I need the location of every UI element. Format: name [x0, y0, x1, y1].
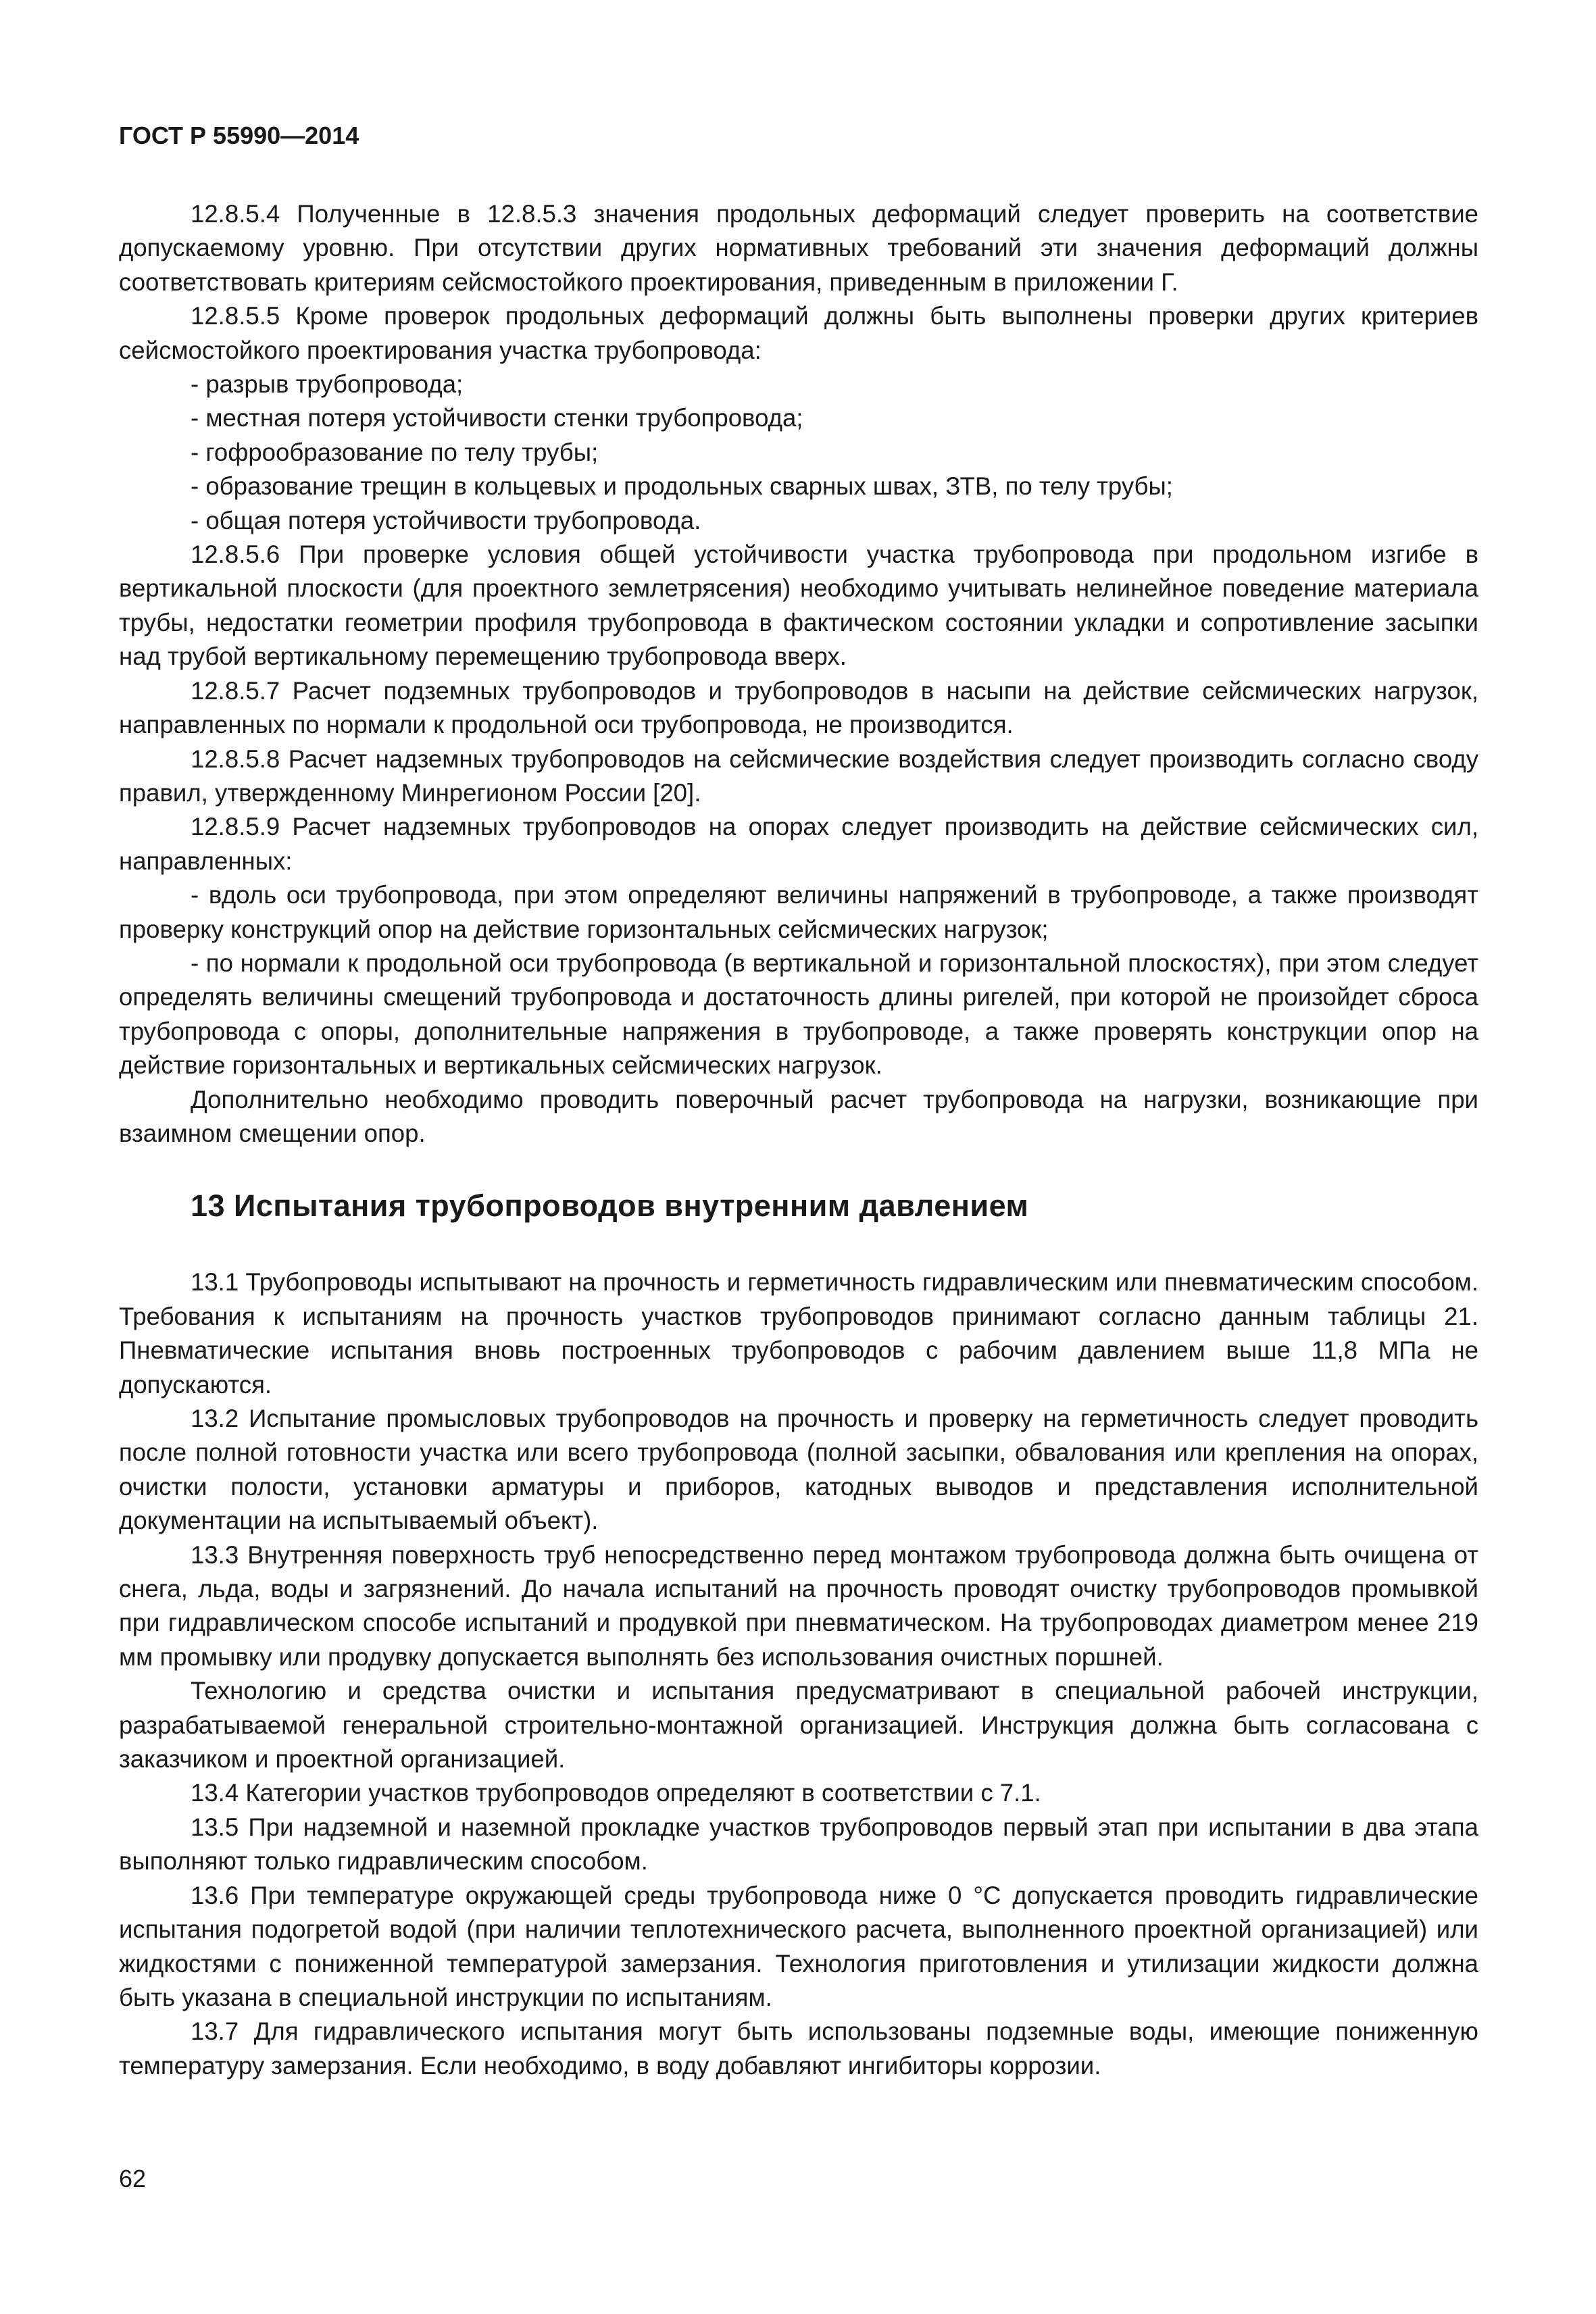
paragraph-13-4: 13.4 Категории участков трубопроводов определяют в соответствии с 7.1.	[191, 1779, 1041, 1807]
list-item: - вдоль оси трубопровода, при этом определяют величины напряжений в трубопроводе, а также производят проверку конструкций опор на действие горизонтальных сейсмических нагрузок;	[119, 881, 1478, 943]
list-item: - местная потеря устойчивости стенки трубопровода;	[191, 404, 803, 432]
list-item: - общая потеря устойчивости трубопровода.	[191, 506, 701, 534]
list-item: - гофрообразование по телу трубы;	[191, 438, 599, 466]
paragraph-12-8-5-7: 12.8.5.7 Расчет подземных трубопроводов и трубопроводов в насыпи на действие сейсмических нагрузок, направленных по нормали к продольной оси трубопровода, не производится.	[119, 676, 1478, 739]
paragraph-12-8-5-6: 12.8.5.6 При проверке условия общей устойчивости участка трубопровода при продольном изгибе в вертикальной плоскости (для проектного землетрясения) необходимо учитывать нелинейное поведение материала трубы, недостатки геометрии профиля трубопровода в фактическом состоянии укладки и сопротивление засыпки над трубой вертикальному перемещению трубопровода вверх.	[119, 540, 1478, 671]
section-title: 13 Испытания трубопроводов внутренним давлением	[191, 1188, 1029, 1224]
page-number: 62	[119, 2165, 147, 2192]
list-item: - образование трещин в кольцевых и продольных сварных швах, ЗТВ, по телу трубы;	[191, 472, 1173, 501]
paragraph-12-8-5-8: 12.8.5.8 Расчет надземных трубопроводов на сейсмические воздействия следует производить согласно своду правил, утвержденному Минрегионом России [20].	[119, 745, 1478, 807]
paragraph-additional: Дополнительно необходимо проводить поверочный расчет трубопровода на нагрузки, возникающие при взаимном смещении опор.	[119, 1085, 1478, 1147]
paragraph-12-8-5-5: 12.8.5.5 Кроме проверок продольных деформаций должны быть выполнены проверки других критериев сейсмостойкого проектирования участка трубопровода:	[119, 302, 1478, 364]
document-code-header: ГОСТ Р 55990—2014	[119, 122, 359, 149]
list-item: - по нормали к продольной оси трубопровода (в вертикальной и горизонтальной плоскостях), при этом следует определять величины смещений трубопровода и достаточность длины ригелей, при которой не произойдет сброса трубопровода с опоры, дополнительные напряжения в трубопроводе, а также проверять конструкции опор на действие горизонтальных и вертикальных сейсмических нагрузок.	[119, 949, 1478, 1080]
paragraph-13-6: 13.6 При температуре окружающей среды трубопровода ниже 0 °С допускается проводить гидравлические испытания подогретой водой (при наличии теплотехнического расчета, выполненного проектной организацией) или жидкостями с пониженной температурой замерзания. Технология приготовления и утилизации жидкости должна быть указана в специальной инструкции по испытаниям.	[119, 1881, 1478, 2011]
paragraph-12-8-5-4: 12.8.5.4 Полученные в 12.8.5.3 значения продольных деформаций следует проверить на соответствие допускаемому уровню. При отсутствии других нормативных требований эти значения деформаций должны соответствовать критериям сейсмостойкого проектирования, приведенным в приложении Г.	[119, 200, 1478, 296]
paragraph-13-1: 13.1 Трубопроводы испытывают на прочность и герметичность гидравлическим или пневматическим способом. Требования к испытаниям на прочность участков трубопроводов принимают согласно данным таблицы 21. Пневматические испытания вновь построенных трубопроводов с рабочим давлением выше 11,8 МПа не допускаются.	[119, 1268, 1478, 1399]
paragraph-13-5: 13.5 При надземной и наземной прокладке участков трубопроводов первый этап при испытании в два этапа выполняют только гидравлическим способом.	[119, 1813, 1478, 1876]
paragraph-13-2: 13.2 Испытание промысловых трубопроводов на прочность и проверку на герметичность следует проводить после полной готовности участка или всего трубопровода (полной засыпки, обвалования или крепления на опорах, очистки полости, установки арматуры и приборов, катодных выводов и представления исполнительной документации на испытываемый объект).	[119, 1405, 1478, 1535]
paragraph-13-7: 13.7 Для гидравлического испытания могут быть использованы подземные воды, имеющие пониженную температуру замерзания. Если необходимо, в воду добавляют ингибиторы коррозии.	[119, 2017, 1478, 2080]
document-body	[119, 197, 1478, 2083]
list-item: - разрыв трубопровода;	[191, 370, 464, 399]
paragraph-13-3-continued: Технологию и средства очистки и испытания предусматривают в специальной рабочей инструкции, разрабатываемой генеральной строительно-монтажной организацией. Инструкция должна быть согласована с заказчиком и проектной организацией.	[119, 1677, 1478, 1774]
paragraph-12-8-5-9: 12.8.5.9 Расчет надземных трубопроводов на опорах следует производить на действие сейсмических сил, направленных:	[119, 813, 1478, 875]
paragraph-13-3: 13.3 Внутренняя поверхность труб непосредственно перед монтажом трубопровода должна быть очищена от снега, льда, воды и загрязнений. До начала испытаний на прочность проводят очистку трубопроводов промывкой при гидравлическом способе испытаний и продувкой при пневматическом. На трубопроводах диаметром менее 219 мм промывку или продувку допускается выполнять без использования очистных поршней.	[119, 1540, 1478, 1671]
